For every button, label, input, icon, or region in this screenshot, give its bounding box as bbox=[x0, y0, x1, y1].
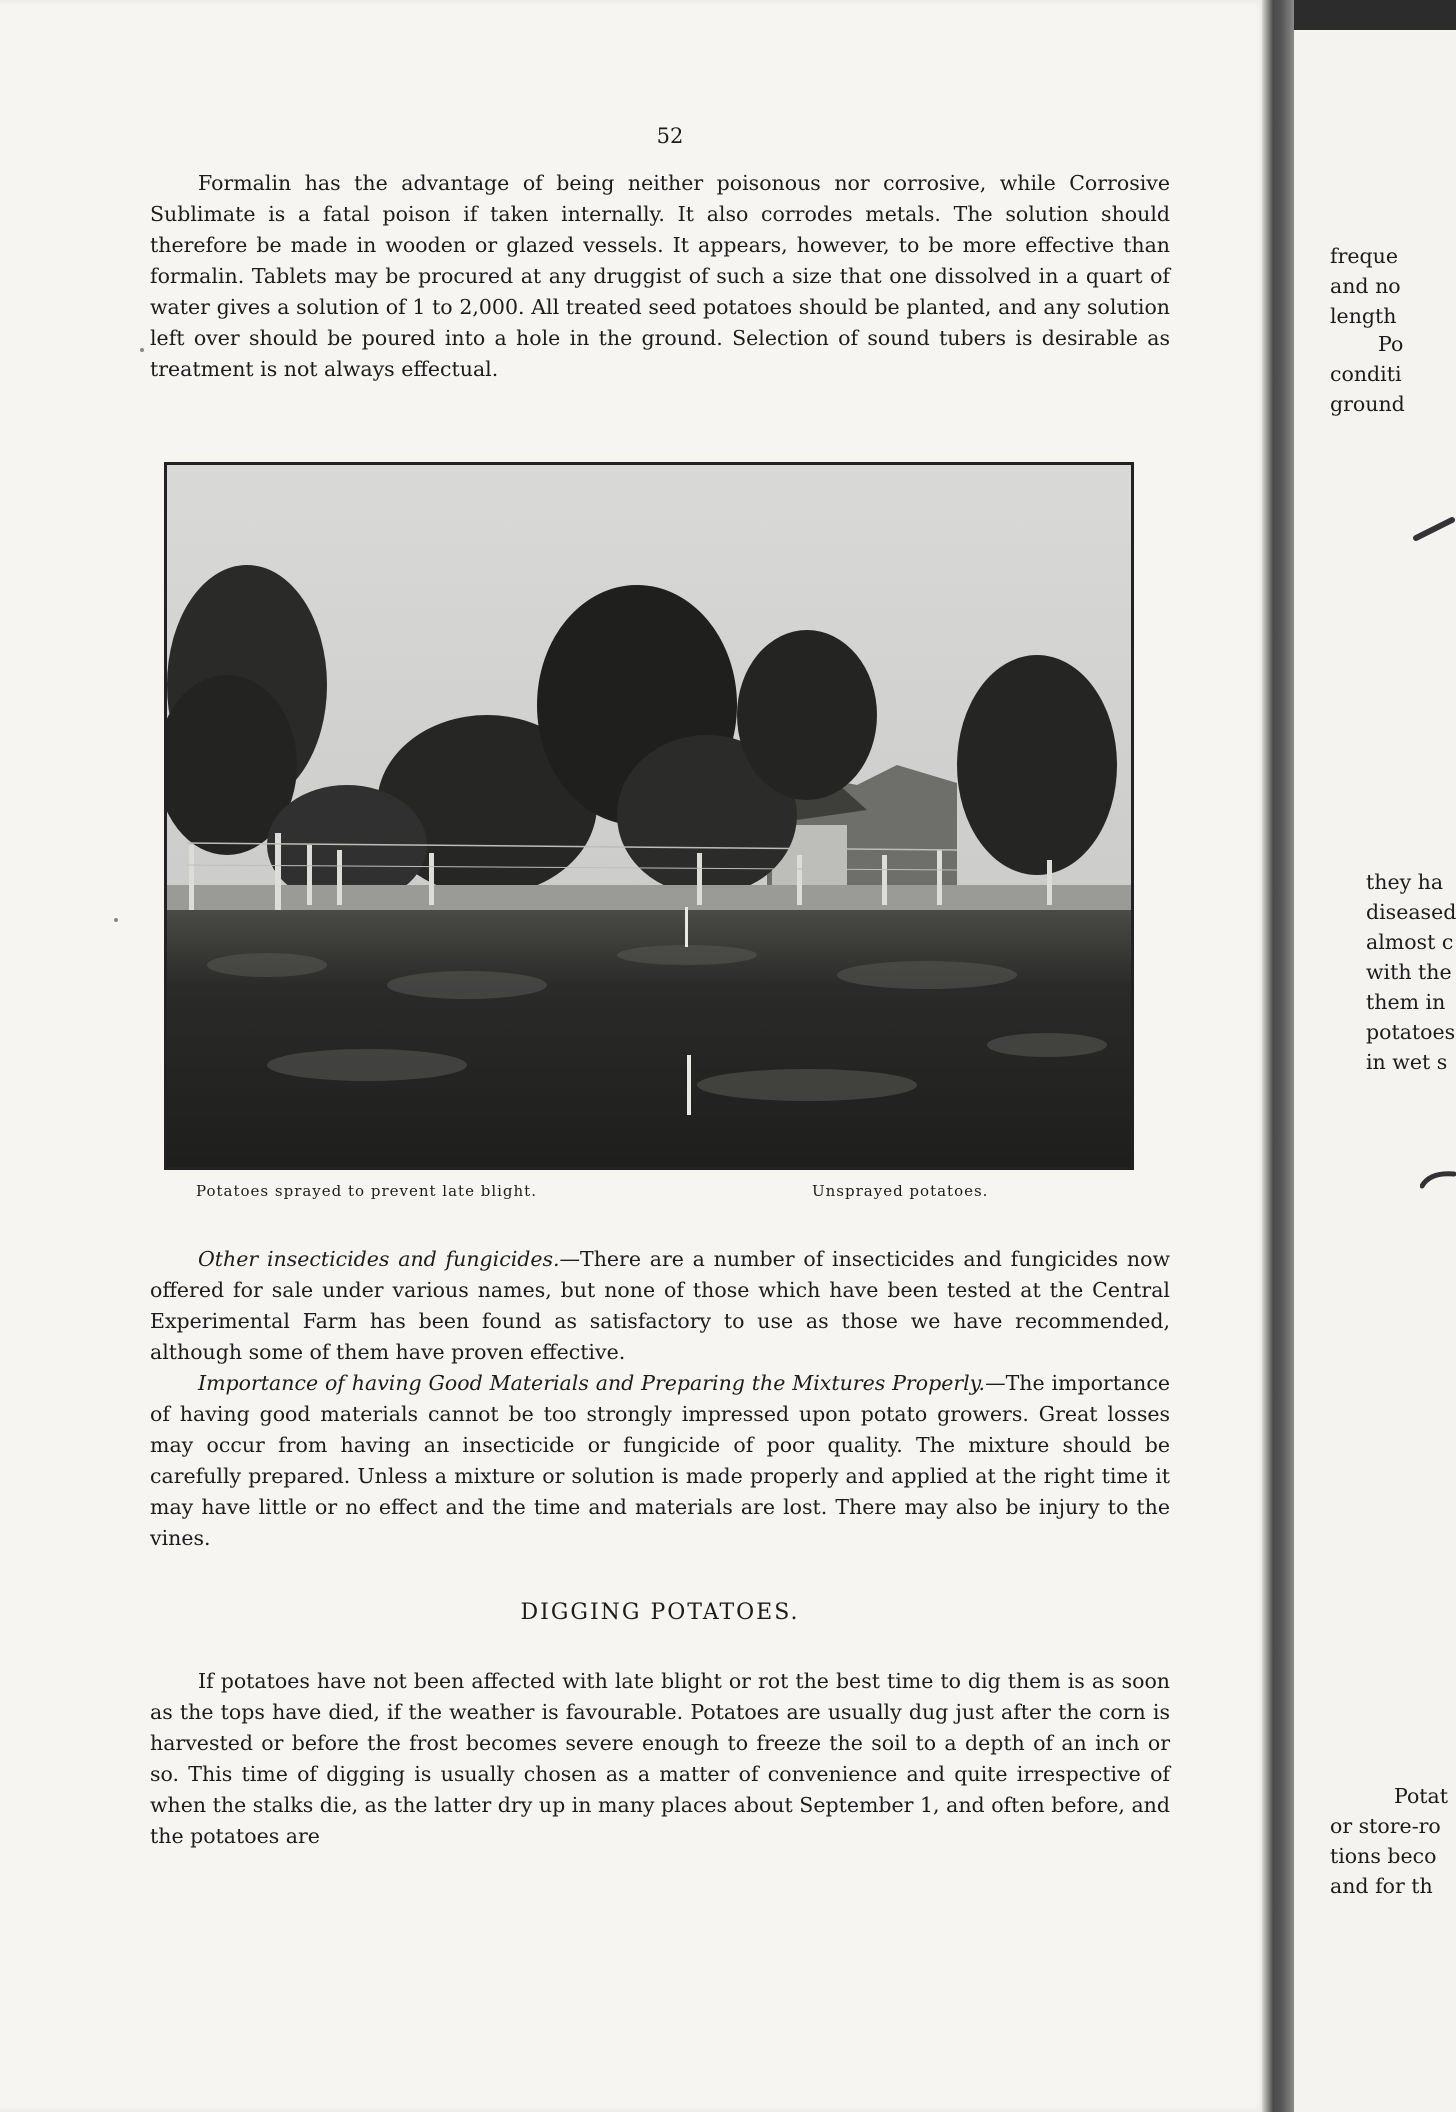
paragraph-formalin: Formalin has the advantage of being neither poisonous nor corrosive, while Corrosive Sublimate is a fatal poison if taken internally. It also corrodes metals. The solution should therefore be made in wooden or glazed vessels. It appears, however, to be more effective than formalin. Tablets may be procured at any druggist of such a size that one dissolved in a quart of water gives a solution of 1 to 2,000. All treated seed potatoes should be planted, and any solution left over should be poured into a hole in the ground. Selection of sound tubers is desirable as treatment is not always effectual. bbox=[150, 171, 1170, 381]
right-line: in wet s bbox=[1366, 1050, 1448, 1074]
right-line: almost c bbox=[1366, 930, 1454, 954]
potato-digger-icon bbox=[1420, 1166, 1456, 1196]
paragraph-other-insecticides bbox=[150, 1244, 1170, 1368]
right-line: tions beco bbox=[1330, 1844, 1437, 1868]
right-line: length bbox=[1330, 304, 1397, 328]
right-line: them in bbox=[1366, 990, 1446, 1014]
page-number: 52 bbox=[656, 124, 684, 148]
margin-speck bbox=[114, 918, 118, 922]
right-page bbox=[1294, 30, 1456, 2112]
photo-illustration bbox=[167, 465, 1131, 1167]
digging-fork-icon bbox=[1412, 510, 1456, 550]
right-line: and for th bbox=[1330, 1874, 1433, 1898]
right-line: freque bbox=[1330, 244, 1398, 268]
right-line: conditi bbox=[1330, 362, 1402, 386]
right-line: Potat bbox=[1394, 1784, 1449, 1808]
paragraph-digging: If potatoes have not been affected with late blight or rot the best time to dig them is as soon as the tops have died, if the weather is favourable. Potatoes are usually dug just after the corn is harvested or before the frost becomes severe enough to freeze the soil to a depth of an inch or so. This time of digging is usually chosen as a matter of convenience and quite irrespective of when the stalks die, as the latter dry up in many places about September 1, and often before, and the potatoes are bbox=[150, 1669, 1170, 1848]
right-line: Po bbox=[1378, 332, 1404, 356]
paragraph-importance bbox=[150, 1368, 1170, 1554]
right-line: ground bbox=[1330, 392, 1405, 416]
section-heading-digging: DIGGING POTATOES. bbox=[520, 1600, 800, 1625]
paragraph-heading-importance: Importance of having Good Materials and Preparing the Mixtures Properly. bbox=[198, 1371, 986, 1395]
right-line: with the bbox=[1366, 960, 1452, 984]
margin-speck bbox=[140, 348, 144, 352]
potato-field-photo bbox=[164, 462, 1134, 1170]
paragraph-heading-other-insecticides: Other insecticides and fungicides. bbox=[198, 1247, 560, 1271]
right-line: potatoes bbox=[1366, 1020, 1456, 1044]
right-line: diseased bbox=[1366, 900, 1456, 924]
right-line: or store-ro bbox=[1330, 1814, 1441, 1838]
book-gutter bbox=[1262, 0, 1294, 2112]
caption-sprayed: Potatoes sprayed to prevent late blight. bbox=[196, 1182, 537, 1200]
paragraph-text-other-insecticides: —There are a number of insecticides and fungicides now offered for sale under various names, but none of those which have been tested at the Central Experimental Farm has been found as satisfactory to use as those we have recommended, although some of them have proven effective. bbox=[150, 1247, 1170, 1364]
right-line: and no bbox=[1330, 274, 1401, 298]
right-line: they ha bbox=[1366, 870, 1444, 894]
caption-unsprayed: Unsprayed potatoes. bbox=[812, 1182, 989, 1200]
paragraph-text-importance: —The importance of having good materials cannot be too strongly impressed upon potato growers. Great losses may occur from having an insecticide or fungicide of poor quality. The mixture should be carefully prepared. Unless a mixture or solution is made properly and applied at the right time it may have little or no effect and the time and materials are lost. There may also be injury to the vines. bbox=[150, 1371, 1170, 1550]
